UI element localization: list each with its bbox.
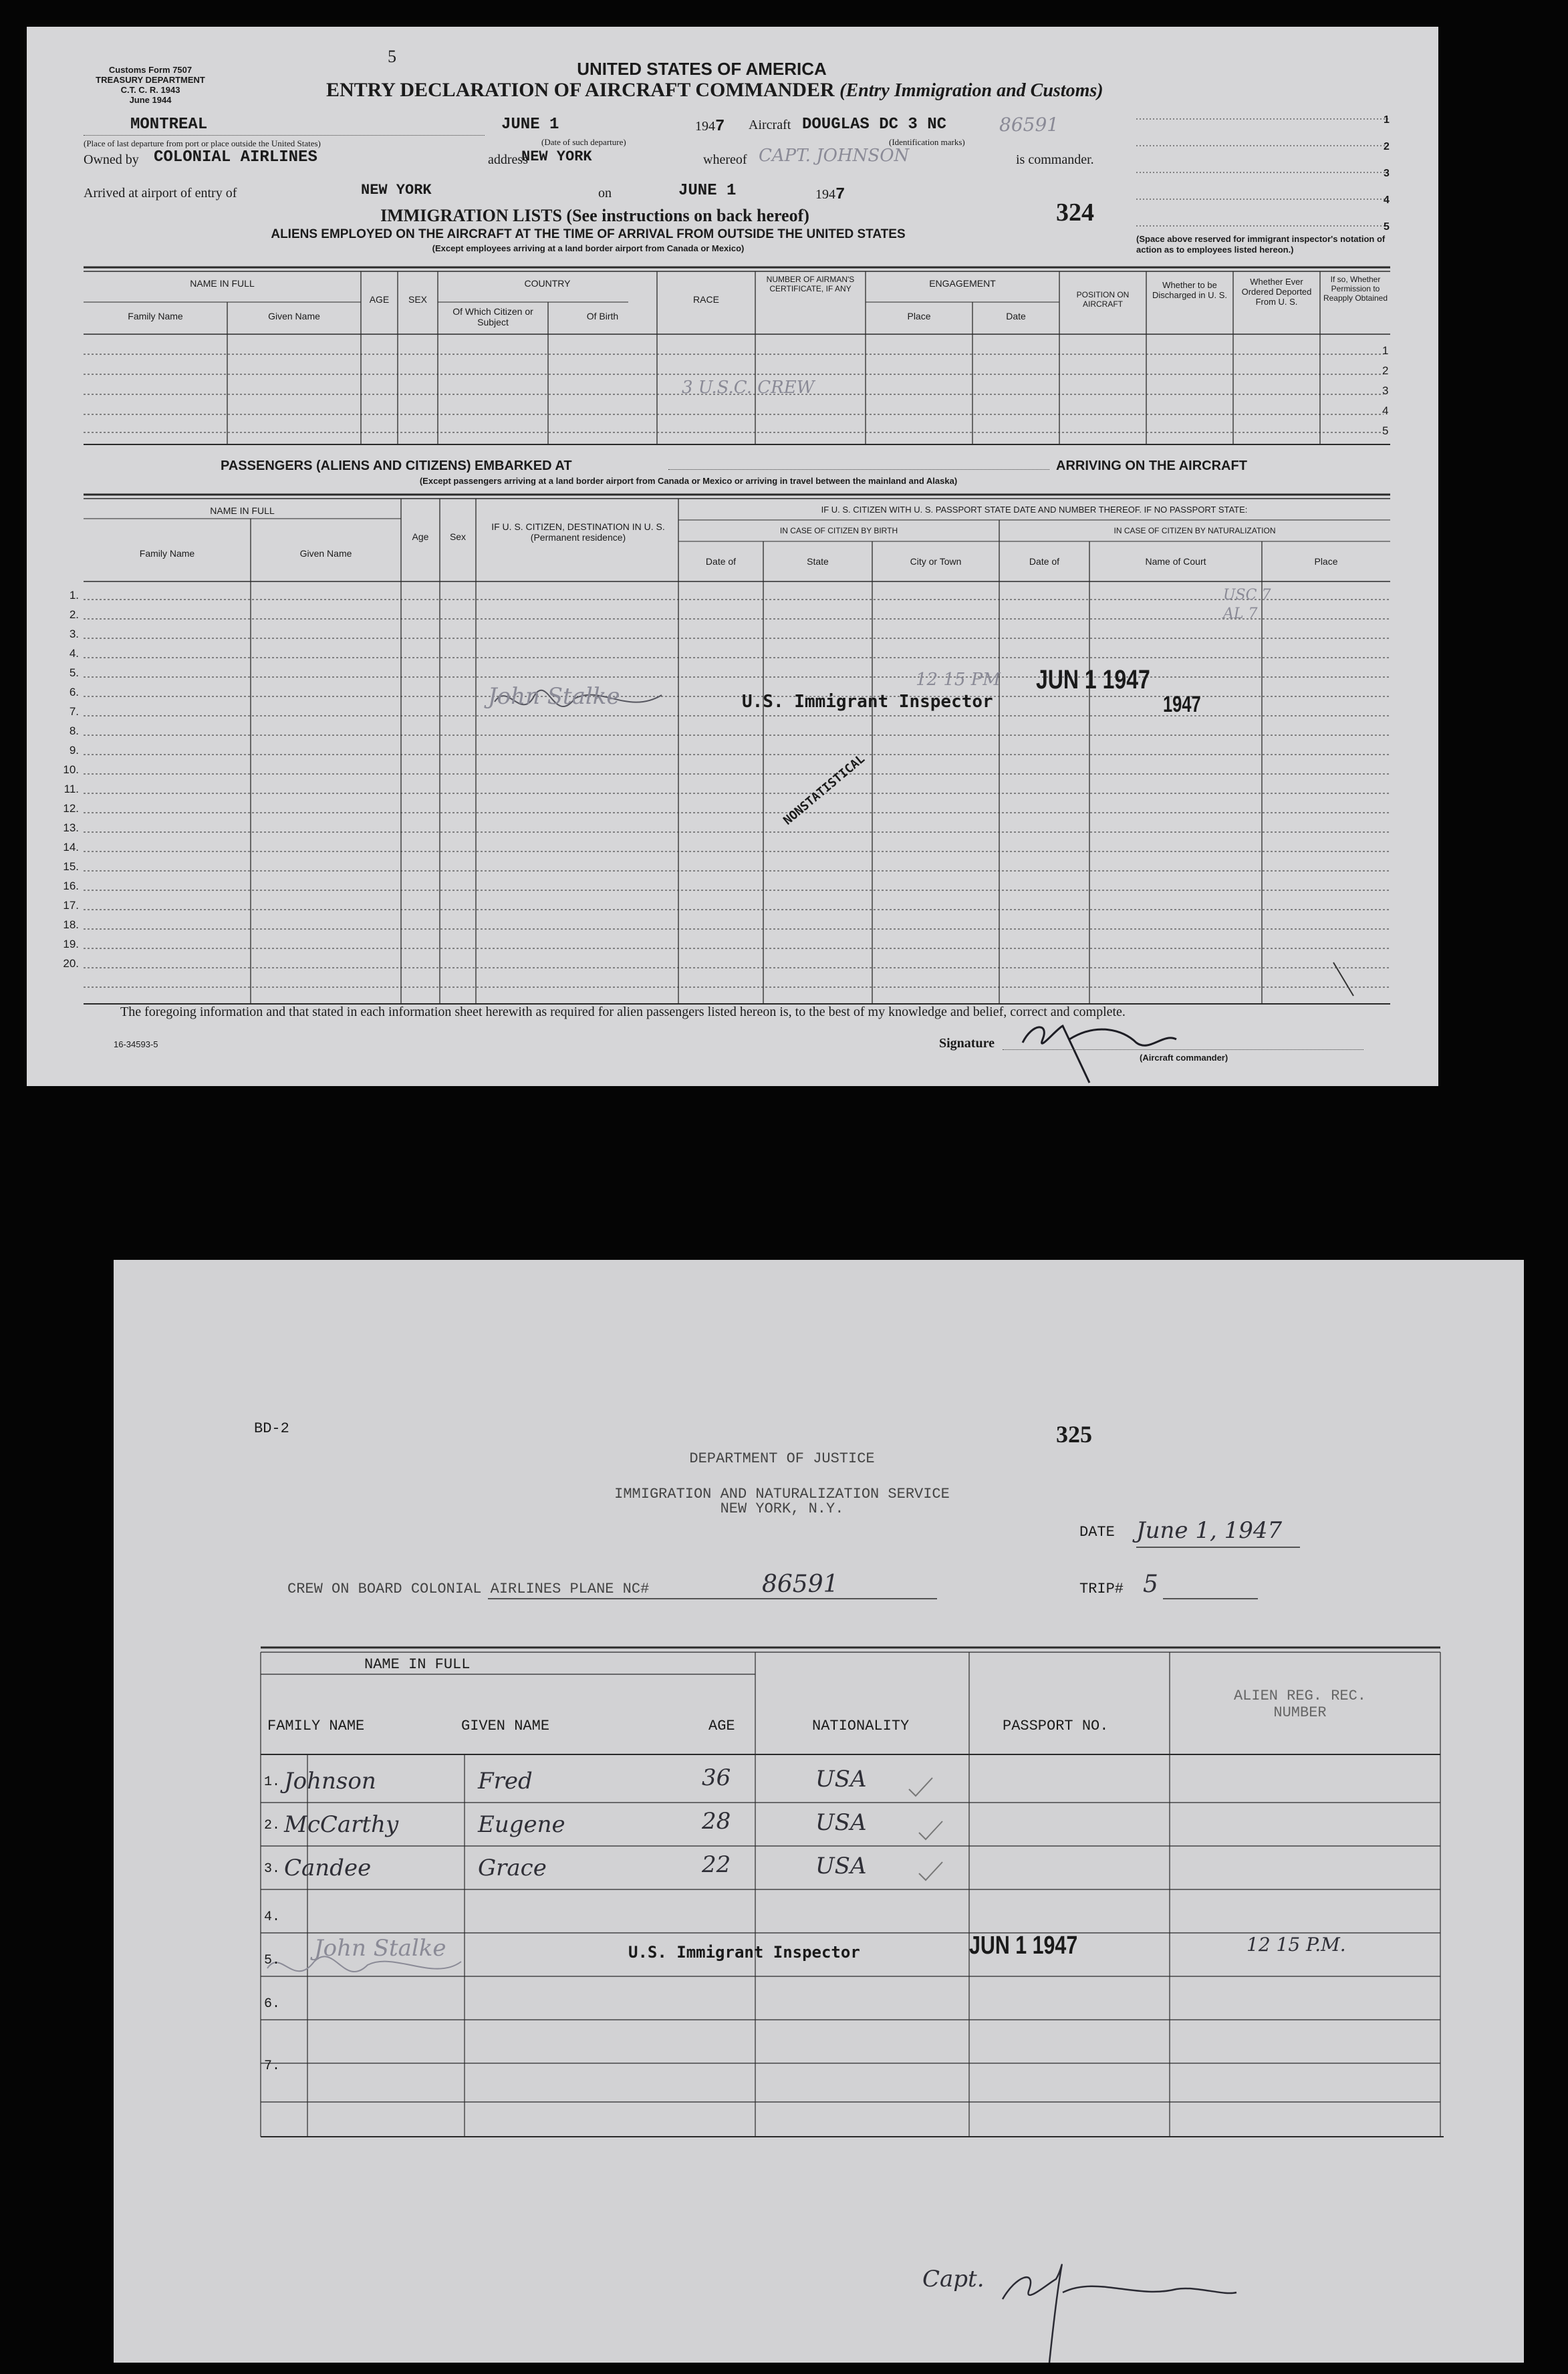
form-id-line: Customs Form 7507 <box>108 65 192 75</box>
commander-field: CAPT. JOHNSON <box>759 146 910 166</box>
crew-col-age: AGE <box>369 294 390 305</box>
captain-label: Capt. <box>922 2266 985 2292</box>
form-id-line: C.T. C. R. 1943 <box>120 84 180 95</box>
form-id-block <box>90 65 211 106</box>
crew-col-race: RACE <box>693 294 719 305</box>
passenger-row-number: 6. <box>69 686 79 698</box>
signature-line <box>1003 1049 1363 1050</box>
crew-row-number: 3 <box>1382 384 1389 397</box>
arrived-label: Arrived at airport of entry of <box>84 186 237 201</box>
departure-date-field: JUNE 1 <box>501 116 559 134</box>
trip-value: 5 <box>1143 1571 1158 1598</box>
age-cell: 22 <box>702 1851 731 1878</box>
date-label: DATE <box>1079 1524 1115 1541</box>
entry-declaration-form <box>27 27 1438 1086</box>
stamp-time: 12 15 P.M. <box>1247 1934 1346 1956</box>
pass-col-given: Given Name <box>299 548 352 559</box>
plane-number: 86591 <box>762 1571 839 1598</box>
header-title <box>326 79 1103 102</box>
margin-number: 1 <box>1384 114 1390 126</box>
passenger-row-number: 2. <box>69 608 79 621</box>
pass-col-sex: Sex <box>449 531 467 542</box>
passenger-row-number: 19. <box>63 938 79 950</box>
nonstatistical-stamp: NONSTATISTICAL <box>781 751 868 828</box>
owned-by-label: Owned by <box>84 152 139 167</box>
crew-row-number: 1 <box>1382 344 1389 357</box>
pass-col-age: Age <box>412 531 429 542</box>
table-row <box>264 2025 1440 2074</box>
passenger-row-number: 10. <box>63 763 79 776</box>
crew-col-permission: If so, Whether Permission to Reapply Obtained <box>1323 275 1388 303</box>
crew-col-family: Family Name <box>128 311 183 321</box>
crew-col-name: NAME IN FULL <box>190 278 255 289</box>
crew-col-citizen: Of Which Citizen or Subject <box>452 306 533 328</box>
form-code: BD-2 <box>254 1420 289 1437</box>
pass-col-by-naturalization: IN CASE OF CITIZEN BY NATURALIZATION <box>1114 526 1276 535</box>
crew-col-country: COUNTRY <box>524 278 571 289</box>
passenger-row-number: 17. <box>63 899 79 912</box>
col-age: AGE <box>708 1718 735 1734</box>
passenger-row-number: 20. <box>63 957 79 970</box>
form-code: 16-34593-5 <box>114 1039 158 1049</box>
inspector-stamp: U.S. Immigrant Inspector <box>742 692 993 712</box>
given-name-cell: Grace <box>478 1855 547 1881</box>
page-number: 325 <box>1056 1421 1092 1448</box>
department-title: DEPARTMENT OF JUSTICE <box>689 1450 875 1467</box>
crew-row-number: 2 <box>1382 364 1389 377</box>
pass-col-city: City or Town <box>910 556 962 567</box>
row-number: 6. <box>264 1996 281 2012</box>
stamp-time: 12 15 PM <box>916 670 1001 690</box>
passengers-subtitle: (Except passengers arriving at a land border airport from Canada or Mexico or arriving in travel between the mainland and Alaska) <box>419 476 958 486</box>
aliens-title: ALIENS EMPLOYED ON THE AIRCRAFT AT THE TIME OF ARRIVAL FROM OUTSIDE THE UNITED STATES <box>271 227 906 241</box>
embarked-at-field <box>668 469 1049 470</box>
crew-row-number: 4 <box>1382 404 1389 417</box>
col-given-name: GIVEN NAME <box>461 1718 550 1734</box>
nationality-cell: USA <box>815 1809 867 1836</box>
address-label: address <box>488 152 528 167</box>
trip-label: TRIP# <box>1079 1581 1124 1597</box>
passenger-row-number: 5. <box>69 666 79 679</box>
margin-note: USC 7 <box>1223 587 1271 604</box>
margin-note: AL 7 <box>1223 606 1258 622</box>
row-number: 7. <box>264 2059 281 2074</box>
passenger-row-number: 1. <box>69 589 79 602</box>
location-title: NEW YORK, N.Y. <box>720 1500 844 1517</box>
passenger-row-number: 16. <box>63 880 79 892</box>
aircraft-field: DOUGLAS DC 3 NC <box>802 116 947 134</box>
col-nationality: NATIONALITY <box>812 1718 910 1734</box>
name-in-full-header: NAME IN FULL <box>364 1656 471 1673</box>
nationality-cell: USA <box>815 1853 867 1879</box>
id-marks-caption: (Identification marks) <box>889 137 965 147</box>
form-id-line: TREASURY DEPARTMENT <box>96 74 205 85</box>
row-number: 3. <box>264 1861 281 1877</box>
arrival-year <box>815 186 845 204</box>
crew-col-date: Date <box>1006 311 1026 321</box>
pass-col-state: State <box>807 556 829 567</box>
crew-col-certificate: NUMBER OF AIRMAN'S CERTIFICATE, IF ANY <box>766 275 855 293</box>
inspector-signature: John Stalke <box>488 683 620 710</box>
crew-col-deported: Whether Ever Ordered Deported From U. S. <box>1241 277 1312 307</box>
age-cell: 28 <box>702 1808 731 1835</box>
aircraft-label: Aircraft <box>749 118 791 132</box>
crew-col-given: Given Name <box>268 311 320 321</box>
is-commander-label: is commander. <box>1016 152 1094 167</box>
year-digit: 7 <box>715 118 725 136</box>
aliens-subtitle: (Except employees arriving at a land border airport from Canada or Mexico) <box>432 243 745 253</box>
row-number: 2. <box>264 1818 281 1833</box>
page-number-top: 5 <box>388 47 396 66</box>
pass-col-passport-header: IF U. S. CITIZEN WITH U. S. PASSPORT STATE DATE AND NUMBER THEREOF. IF NO PASSPORT STATE: <box>821 505 1248 515</box>
row-number: 5. <box>264 1953 281 1968</box>
pass-col-name: NAME IN FULL <box>210 505 275 516</box>
family-name-cell: Johnson <box>284 1768 376 1795</box>
passengers-title-left: PASSENGERS (ALIENS AND CITIZENS) EMBARKED AT <box>221 458 572 473</box>
pass-col-by-birth: IN CASE OF CITIZEN BY BIRTH <box>779 526 898 535</box>
crew-col-engagement: ENGAGEMENT <box>929 278 996 289</box>
arrival-date-field: JUNE 1 <box>678 182 737 200</box>
header-title-main: ENTRY DECLARATION OF AIRCRAFT COMMANDER <box>326 79 835 101</box>
family-name-cell: McCarthy <box>284 1811 399 1838</box>
date-caption: (Date of such departure) <box>541 137 626 147</box>
crew-col-sex: SEX <box>408 294 427 305</box>
address-field: NEW YORK <box>521 148 592 165</box>
passenger-row-number: 7. <box>69 705 79 718</box>
passengers-title-right: ARRIVING ON THE AIRCRAFT <box>1056 458 1247 473</box>
crew-row-numbers <box>1382 341 1388 441</box>
on-label: on <box>598 186 612 201</box>
departure-year <box>695 118 725 136</box>
crew-col-place: Place <box>907 311 931 321</box>
passenger-row-number: 9. <box>69 744 79 757</box>
header-country: UNITED STATES OF AMERICA <box>577 59 827 79</box>
col-family-name: FAMILY NAME <box>267 1718 365 1734</box>
passenger-row-number: 11. <box>63 783 79 795</box>
crew-list-form <box>114 1260 1524 2363</box>
table-row <box>264 1982 1440 2025</box>
inspector-stamp: U.S. Immigrant Inspector <box>628 1943 860 1962</box>
passenger-row-numbers <box>55 585 79 973</box>
signature-label: Signature <box>939 1036 995 1051</box>
passenger-row-number: 4. <box>69 647 79 660</box>
crew-col-birth: Of Birth <box>586 311 619 321</box>
crew-on-board-label: CREW ON BOARD COLONIAL AIRLINES PLANE NC# <box>287 1581 650 1597</box>
service-title: IMMIGRATION AND NATURALIZATION SERVICE <box>614 1486 950 1502</box>
passenger-row-number: 8. <box>69 724 79 737</box>
year-prefix: 194 <box>815 187 835 202</box>
departure-place-field: MONTREAL <box>84 116 485 136</box>
form-id-line: June 1944 <box>129 94 172 105</box>
footer-certification: The foregoing information and that stated in each information sheet herewith as required for alien passengers listed hereon is, to the best of my knowledge and belief, correct and complete. <box>120 1005 1126 1019</box>
crew-note: 3 U.S.C. CREW <box>682 378 815 398</box>
place-caption: (Place of last departure from port or place outside the United States) <box>84 138 321 148</box>
crew-table-body <box>264 1764 1440 2074</box>
age-cell: 36 <box>702 1764 731 1791</box>
stamp-date: JUN 1 1947 <box>969 1932 1078 1960</box>
family-name-cell: Candee <box>284 1855 372 1881</box>
signature-caption: (Aircraft commander) <box>1140 1053 1228 1063</box>
stamp-date: JUN 1 1947 <box>1036 665 1150 694</box>
col-passport: PASSPORT NO. <box>1003 1718 1109 1734</box>
passenger-row-number: 13. <box>63 821 79 834</box>
table-row <box>264 1851 1440 1895</box>
passenger-row-number: 3. <box>69 628 79 640</box>
margin-number: 5 <box>1384 221 1390 233</box>
row-number: 1. <box>264 1774 281 1790</box>
margin-number: 3 <box>1384 168 1390 179</box>
nationality-cell: USA <box>815 1766 867 1793</box>
pass-col-date-of: Date of <box>705 556 737 567</box>
year-digit: 7 <box>835 186 845 204</box>
inspector-signature: John Stalke <box>314 1935 446 1962</box>
date-value: June 1, 1947 <box>1136 1517 1283 1544</box>
pass-col-court: Name of Court <box>1145 556 1206 567</box>
doc-number: 324 <box>1056 199 1094 227</box>
margin-number: 2 <box>1384 141 1390 152</box>
pass-col-place: Place <box>1314 556 1338 567</box>
crew-col-position: POSITION ON AIRCRAFT <box>1076 290 1130 309</box>
whereof-label: whereof <box>703 152 747 167</box>
year-prefix: 194 <box>695 119 715 134</box>
margin-number: 4 <box>1384 194 1390 206</box>
given-name-cell: Fred <box>478 1768 533 1795</box>
owned-by-field: COLONIAL AIRLINES <box>154 148 317 166</box>
header-title-italic: (Entry Immigration and Customs) <box>839 80 1103 101</box>
table-row <box>264 1764 1440 1808</box>
stamp-year-overprint: 1947 <box>1163 692 1201 717</box>
col-alien-reg: ALIEN REG. REC. NUMBER <box>1233 1688 1367 1721</box>
pass-col-destination: IF U. S. CITIZEN, DESTINATION IN U. S. (Permanent residence) <box>491 521 665 543</box>
given-name-cell: Eugene <box>478 1811 565 1838</box>
pass-col-date-of-2: Date of <box>1029 556 1060 567</box>
pass-col-family: Family Name <box>139 548 195 559</box>
right-margin-numbers <box>1384 107 1390 241</box>
table-row <box>264 1895 1440 1938</box>
passenger-row-number: 14. <box>63 841 79 853</box>
reserved-note: (Space above reserved for immigrant inspector's notation of action as to employees listed hereon.) <box>1136 234 1386 255</box>
passenger-row-number: 12. <box>63 802 79 815</box>
passenger-row-number: 15. <box>63 860 79 873</box>
passenger-row-number: 18. <box>63 918 79 931</box>
crew-row-number: 5 <box>1382 424 1389 437</box>
arrival-airport-field: NEW YORK <box>361 182 432 199</box>
crew-col-discharged: Whether to be Discharged in U. S. <box>1152 280 1227 300</box>
table-row <box>264 1808 1440 1851</box>
immigration-title: IMMIGRATION LISTS (See instructions on back hereof) <box>380 206 809 225</box>
row-number: 4. <box>264 1909 281 1925</box>
aircraft-number-handwritten: 86591 <box>999 114 1059 136</box>
